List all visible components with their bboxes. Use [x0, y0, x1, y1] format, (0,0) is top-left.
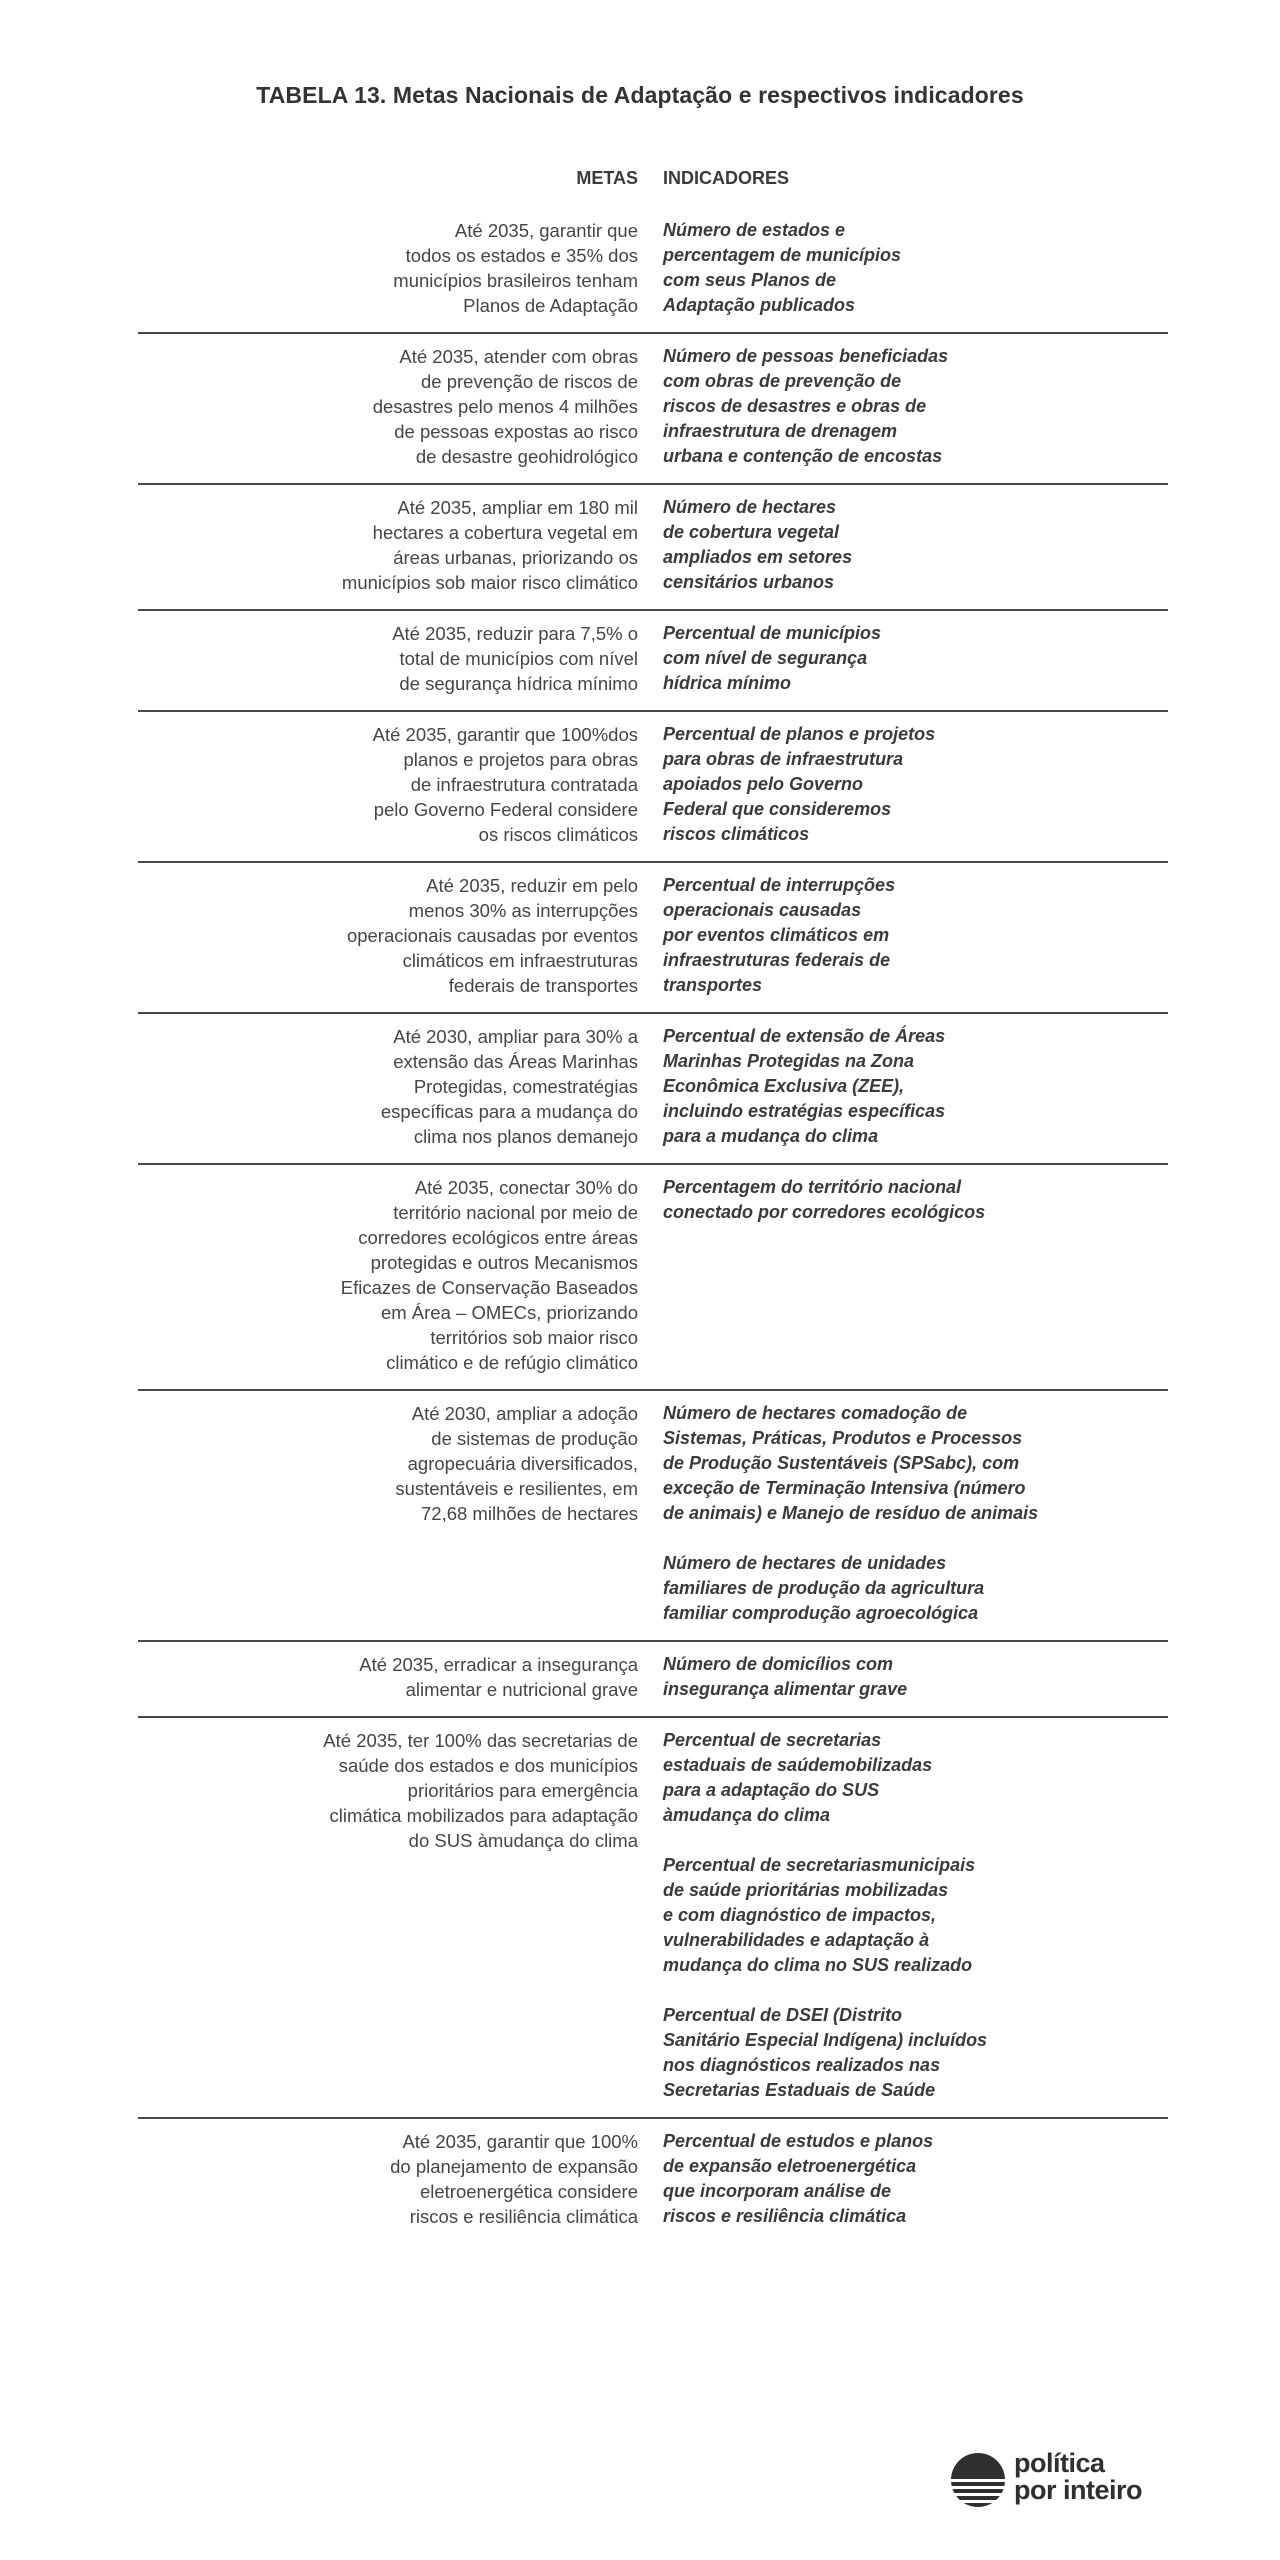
indicator-text: Número de pessoas beneficiadas com obras de prevenção de riscos de desastres e obras de infraestrutura de drenagem urbana e contenção de encostas	[663, 346, 949, 466]
indicator-text: Percentual de planos e projetos para obras de infraestrutura apoiados pelo Governo Federal que consideremos riscos climáticos	[663, 724, 936, 844]
table-row	[138, 1391, 1168, 1642]
logo-wordmark	[1014, 2450, 1142, 2504]
goals-table	[138, 208, 1168, 2243]
indicator-text: Percentual de DSEI (Distrito Sanitário Especial Indígena) incluídos nos diagnósticos realizados nas Secretarias Estaduais de Saúde	[663, 2005, 988, 2100]
table-row	[138, 334, 1168, 485]
indicator-text: Percentual de extensão de Áreas Marinhas Protegidas na Zona Econômica Exclusiva (ZEE), incluindo estratégias específicas para a mudança do clima	[663, 1026, 946, 1146]
logo-line-1: política	[1014, 2448, 1105, 2478]
indicator-list	[663, 1024, 1103, 1149]
meta-text: Até 2035, conectar 30% do território nacional por meio de corredores ecológicos entre áreas protegidas e outros Mecanismos Eficazes de Conservação Baseados em Área – OMECs, priorizando territórios sob maior risco climático e de refúgio climático	[340, 1177, 638, 1373]
table-row	[138, 2119, 1168, 2243]
indicator-text: Número de estados e percentagem de municípios com seus Planos de Adaptação publicados	[663, 220, 902, 315]
logo-line-2: por inteiro	[1014, 2475, 1142, 2505]
table-row	[138, 611, 1168, 712]
meta-text: Até 2035, garantir que 100% do planejamento de expansão eletroenergética considere riscos e resiliência climática	[390, 2131, 638, 2227]
indicator-text: Percentual de interrupções operacionais causadas por eventos climáticos em infraestruturas federais de transportes	[663, 875, 896, 995]
indicator-list	[663, 218, 1103, 318]
indicator-text: Percentagem do território nacional conectado por corredores ecológicos	[663, 1177, 986, 1222]
indicator-text: Percentual de municípios com nível de segurança hídrica mínimo	[663, 623, 882, 693]
indicator-list	[663, 495, 1103, 595]
meta-text: Até 2035, garantir que 100%dos planos e projetos para obras de infraestrutura contratada pelo Governo Federal considere os riscos climáticos	[372, 724, 638, 845]
indicator-text: Percentual de secretariasmunicipais de saúde prioritárias mobilizadas e com diagnóstico de impactos, vulnerabilidades e adaptação à mudança do clima no SUS realizado	[663, 1855, 976, 1975]
indicator-list	[663, 722, 1103, 847]
indicator-text: Número de hectares de unidades familiares de produção da agricultura familiar comprodução agroecológica	[663, 1553, 985, 1623]
column-headers	[138, 168, 1168, 198]
meta-text: Até 2035, ter 100% das secretarias de saúde dos estados e dos municípios prioritários para emergência climática mobilizados para adaptação do SUS àmudança do clima	[323, 1730, 638, 1851]
header-indicadores: INDICADORES	[663, 168, 790, 188]
indicator-list	[663, 1175, 1103, 1375]
table-row	[138, 1165, 1168, 1391]
indicator-text: Percentual de estudos e planos de expansão eletroenergética que incorporam análise de riscos e resiliência climática	[663, 2131, 934, 2226]
indicator-list	[663, 1401, 1103, 1626]
table-row	[138, 485, 1168, 611]
meta-text: Até 2030, ampliar para 30% a extensão das Áreas Marinhas Protegidas, comestratégias específicas para a mudança do clima nos planos demanejo	[380, 1026, 638, 1147]
indicator-text: Percentual de secretarias estaduais de saúdemobilizadas para a adaptação do SUS àmudança do clima	[663, 1730, 933, 1825]
table-row	[138, 863, 1168, 1014]
table-row	[138, 712, 1168, 863]
meta-text: Até 2035, ampliar em 180 mil hectares a cobertura vegetal em áreas urbanas, priorizando os municípios sob maior risco climático	[341, 497, 638, 593]
indicator-list	[663, 621, 1103, 696]
indicator-text: Número de hectares de cobertura vegetal ampliados em setores censitários urbanos	[663, 497, 853, 592]
meta-text: Até 2035, garantir que todos os estados e 35% dos municípios brasileiros tenham Planos de Adaptação	[393, 220, 638, 316]
table-row	[138, 1718, 1168, 2119]
meta-text: Até 2035, reduzir em pelo menos 30% as interrupções operacionais causadas por eventos climáticos em infraestruturas federais de transportes	[346, 875, 638, 996]
table-row	[138, 208, 1168, 334]
table-row	[138, 1014, 1168, 1165]
meta-text: Até 2035, reduzir para 7,5% o total de municípios com nível de segurança hídrica mínimo	[392, 623, 638, 694]
indicator-text: Número de domicílios com insegurança alimentar grave	[663, 1654, 908, 1699]
indicator-list	[663, 873, 1103, 998]
indicator-list	[663, 2129, 1103, 2229]
header-metas: METAS	[576, 168, 638, 188]
page-title: TABELA 13. Metas Nacionais de Adaptação e respectivos indicadores	[256, 82, 1024, 108]
indicator-text: Número de hectares comadoção de Sistemas, Práticas, Produtos e Processos de Produção Sustentáveis (SPSabc), com exceção de Terminação Intensiva (número de animais) e Manejo de resíduo de animais	[663, 1403, 1039, 1523]
table-row	[138, 1642, 1168, 1718]
indicator-list	[663, 344, 1103, 469]
brand-logo	[950, 2450, 1170, 2510]
meta-text: Até 2030, ampliar a adoção de sistemas de produção agropecuária diversificados, sustentáveis e resilientes, em 72,68 milhões de hectares	[395, 1403, 638, 1524]
meta-text: Até 2035, atender com obras de prevenção de riscos de desastres pelo menos 4 milhões de pessoas expostas ao risco de desastre geohidrológico	[372, 346, 638, 467]
indicator-list	[663, 1652, 1103, 1702]
half-sun-stripes-icon	[950, 2452, 1006, 2508]
indicator-list	[663, 1728, 1103, 2103]
meta-text: Até 2035, erradicar a insegurança alimentar e nutricional grave	[359, 1654, 638, 1700]
